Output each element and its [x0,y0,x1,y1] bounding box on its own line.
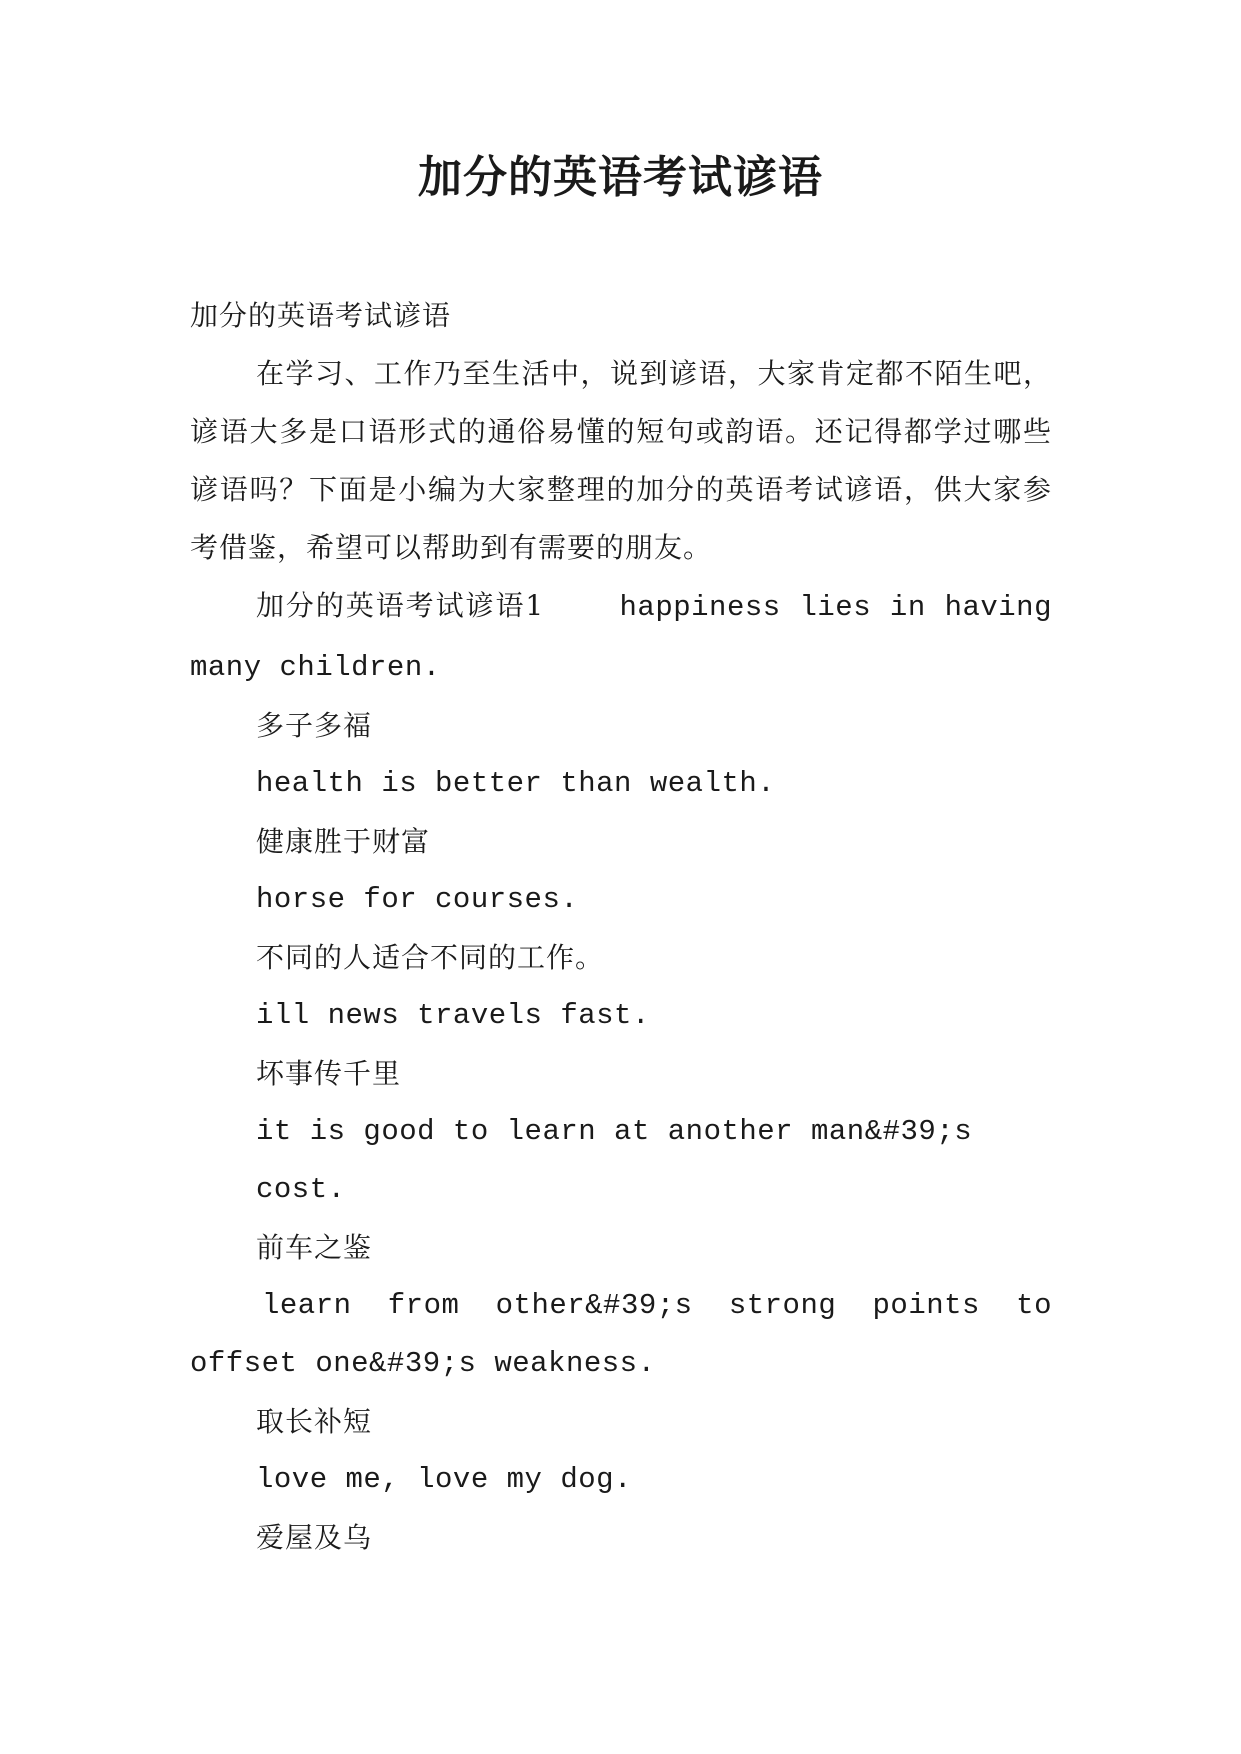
proverb-zh-2: 健康胜于财富 [256,825,431,858]
proverb-zh-1: 多子多福 [256,709,373,742]
proverb-en-6: learn from other&#39;s strong points to offset one&#39;s weakness. [190,1289,1052,1380]
document-title: 加分的英语考试谚语 [418,152,823,203]
section-first-paragraph [190,577,1070,697]
section-heading: 加分的英语考试谚语1 [256,589,545,622]
proverb-zh-3: 不同的人适合不同的工作。 [256,941,605,974]
proverb-en-5: it is good to learn at another man&#39;s cost. [256,1115,991,1206]
intro-paragraph: 在学习、工作乃至生活中，说到谚语，大家肯定都不陌生吧，谚语大多是口语形式的通俗易懂的短句或韵语。还记得都学过哪些谚语吗？下面是小编为大家整理的加分的英语考试谚语，供大家参考借鉴，希望可以帮助到有需要的朋友。 [190,357,1052,564]
proverb-en-2: health is better than wealth. [256,767,776,800]
proverb-en-3: horse for courses. [256,883,579,916]
proverb-zh-6: 取长补短 [256,1405,373,1438]
proverb-en-7: love me, love my dog. [256,1463,632,1496]
document-body [190,287,1070,1567]
proverb-zh-7: 爱屋及乌 [256,1521,373,1554]
proverb-en-4: ill news travels fast. [256,999,650,1032]
section-first-english: happiness lies in having many children. [190,591,1070,684]
proverb-zh-4: 坏事传千里 [256,1057,402,1090]
document-subtitle: 加分的英语考试谚语 [190,299,452,332]
proverb-zh-5: 前车之鉴 [256,1231,373,1264]
